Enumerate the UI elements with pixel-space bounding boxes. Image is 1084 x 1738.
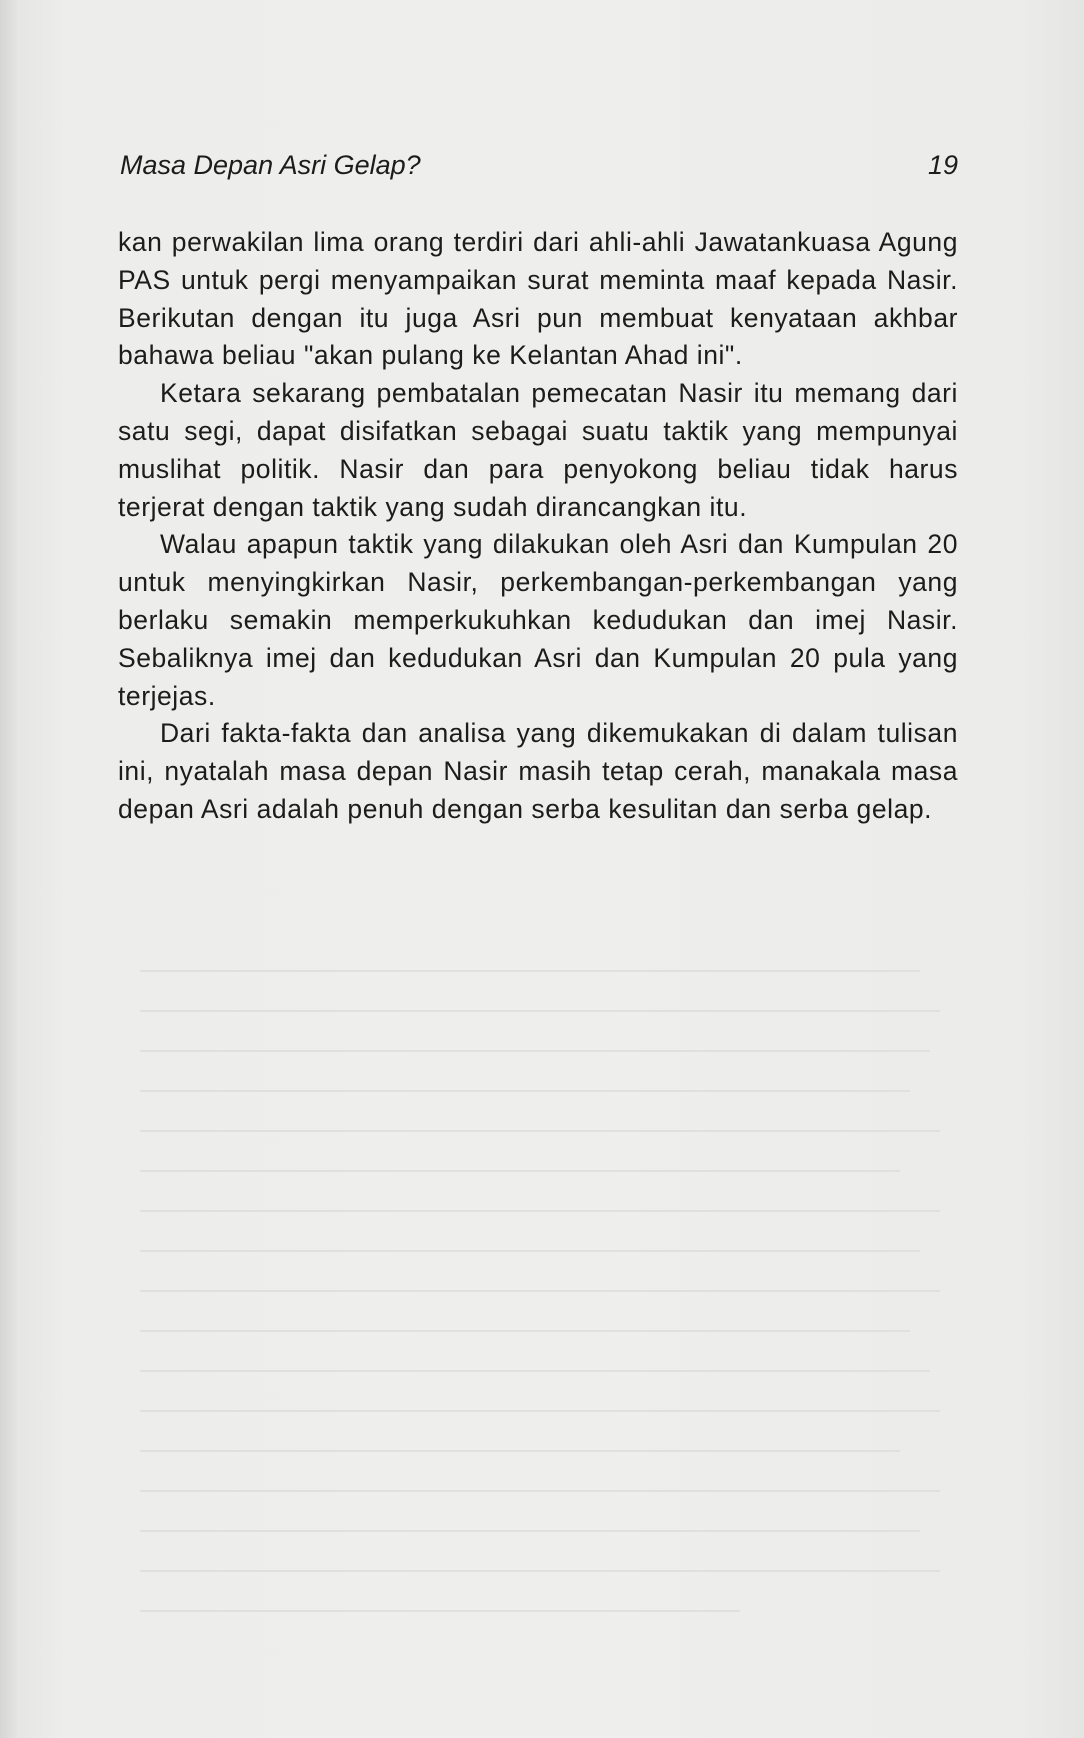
paragraph: Walau apapun taktik yang dilakukan oleh Asri dan Kumpulan 20 untuk menyingkirkan Nasir, perkembangan-perkembangan yang berlaku semakin memperkukuhkan kedudukan dan imej Nasir. Sebaliknya imej dan kedudukan Asri dan Kumpulan 20 pula yang terjejas. — [118, 529, 958, 711]
running-header-title: Masa Depan Asri Gelap? — [120, 150, 421, 180]
show-through-line — [140, 1610, 740, 1612]
show-through-line — [140, 1370, 930, 1372]
show-through-line — [140, 1290, 940, 1292]
page-gutter-shadow — [0, 0, 18, 1738]
body-text — [118, 224, 958, 829]
show-through-line — [140, 1490, 940, 1492]
show-through-line — [140, 1170, 900, 1172]
running-header — [120, 150, 958, 190]
show-through-line — [140, 970, 920, 972]
paragraph: Dari fakta-fakta dan analisa yang dikemukakan di dalam tulisan ini, nyatalah masa depan Nasir masih tetap cerah, manakala masa depan Asri adalah penuh dengan serba kesulitan dan serba gelap. — [118, 718, 958, 824]
show-through-line — [140, 1410, 940, 1412]
show-through-line — [140, 1050, 930, 1052]
show-through-line — [140, 1330, 910, 1332]
page-number: 19 — [927, 150, 958, 180]
show-through-line — [140, 1090, 910, 1092]
show-through-line — [140, 1010, 940, 1012]
show-through-line — [140, 1250, 920, 1252]
show-through-line — [140, 1210, 940, 1212]
show-through-line — [140, 1130, 940, 1132]
paragraph: kan perwakilan lima orang terdiri dari ahli-ahli Jawatankuasa Agung PAS untuk pergi menyampaikan surat meminta maaf kepada Nasir. Berikutan dengan itu juga Asri pun membuat kenyataan akhbar bahawa beliau "akan pulang ke Kelantan Ahad ini". — [118, 227, 958, 371]
show-through-line — [140, 1450, 900, 1452]
show-through-line — [140, 1570, 940, 1572]
show-through-line — [140, 1530, 920, 1532]
paragraph: Ketara sekarang pembatalan pemecatan Nasir itu memang dari satu segi, dapat disifatkan sebagai suatu taktik yang mempunyai muslihat politik. Nasir dan para penyokong beliau tidak harus terjerat dengan taktik yang sudah dirancangkan itu. — [118, 378, 958, 522]
